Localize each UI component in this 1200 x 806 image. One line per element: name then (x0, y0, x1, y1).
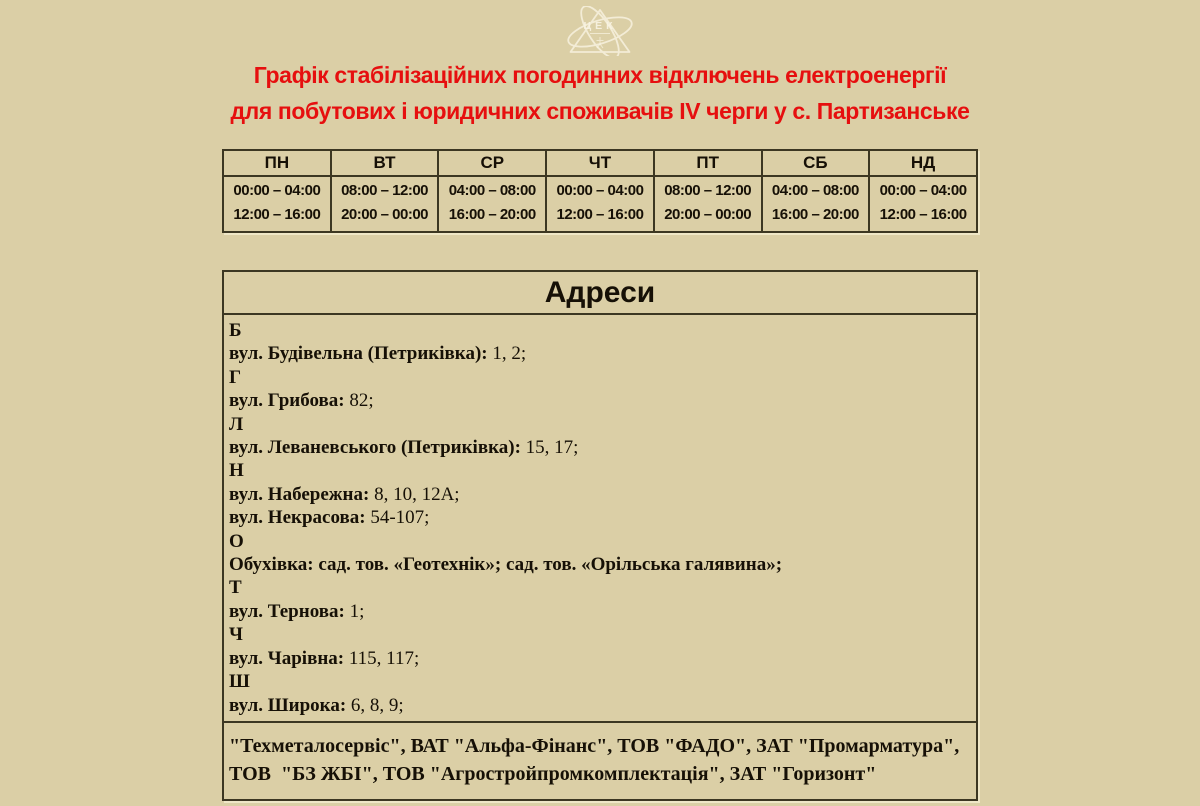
address-list (224, 315, 976, 723)
addresses-title: Адреси (224, 272, 976, 315)
title-line-2: для побутових і юридичних споживачів IV черги у с. Партизанське (230, 98, 970, 124)
letter-heading: Л (229, 413, 244, 435)
cek-logo (222, 6, 978, 56)
atom-emblem-icon (565, 6, 635, 56)
time-range: 12:00 – 16:00 (556, 206, 644, 223)
letter-heading: Б (229, 320, 242, 341)
day-header-row (223, 150, 977, 176)
companies-note (224, 723, 976, 799)
letter-heading: Т (229, 577, 242, 599)
time-range: 12:00 – 16:00 (879, 206, 967, 223)
address-line: вул. Некрасова: 54-107; (229, 507, 430, 529)
address-line: вул. Грибова: 82; (229, 390, 374, 412)
address-line: вул. Чарівна: 115, 117; (229, 647, 420, 669)
time-slot-cell (331, 176, 439, 232)
letter-heading: Ч (229, 624, 243, 646)
title-line-1: Графік стабілізаційних погодинних відключень електроенергії (253, 62, 947, 88)
day-header: ЧТ (546, 150, 654, 176)
time-slot-cell (546, 176, 654, 232)
letter-heading: Ш (229, 671, 250, 693)
addresses-section (222, 270, 978, 801)
time-slot-cell (223, 176, 331, 232)
time-range: 16:00 – 20:00 (448, 206, 536, 223)
time-slot-cell (438, 176, 546, 232)
address-line: Обухівка: сад. тов. «Геотехнік»; сад. тов. «Орільська галявина»; (229, 554, 783, 576)
companies-line-2: ТОВ "БЗ ЖБІ", ТОВ "Агростройпромкомплектація", ЗАТ "Горизонт" (229, 762, 877, 785)
letter-heading: Г (229, 366, 242, 388)
time-range: 16:00 – 20:00 (771, 206, 859, 223)
day-header: СР (438, 150, 546, 176)
day-header: ПН (223, 150, 331, 176)
time-range: 00:00 – 04:00 (233, 182, 321, 199)
time-range: 20:00 – 00:00 (664, 206, 752, 223)
time-range: 00:00 – 04:00 (879, 182, 967, 199)
time-range: 20:00 – 00:00 (341, 206, 428, 223)
companies-line-1: "Техметалосервіс", ВАТ "Альфа-Фінанс", ТОВ "ФАДО", ЗАТ "Промарматура", (229, 734, 960, 757)
outage-schedule-table (222, 149, 978, 233)
time-range: 12:00 – 16:00 (233, 206, 321, 223)
day-header: СБ (762, 150, 870, 176)
address-line: вул. Будівельна (Петриківка): 1, 2; (229, 343, 527, 365)
time-slot-cell (869, 176, 977, 232)
letter-heading: О (229, 530, 244, 552)
address-line: вул. Тернова: 1; (229, 600, 365, 622)
time-range: 04:00 – 08:00 (448, 182, 536, 199)
poster (222, 6, 978, 801)
address-line: вул. Набережна: 8, 10, 12А; (229, 483, 460, 505)
time-slot-cell (654, 176, 762, 232)
day-header: НД (869, 150, 977, 176)
time-range: 08:00 – 12:00 (664, 182, 752, 199)
time-range: 08:00 – 12:00 (341, 182, 428, 199)
day-header: ПТ (654, 150, 762, 176)
time-slot-cell (762, 176, 870, 232)
address-line: вул. Леваневського (Петриківка): 15, 17; (229, 437, 579, 459)
logo-text: ЦЕК (583, 20, 617, 32)
time-range: 00:00 – 04:00 (556, 182, 644, 199)
address-line: вул. Широка: 6, 8, 9; (229, 694, 404, 716)
letter-heading: Н (229, 460, 244, 482)
time-slots-row (223, 176, 977, 232)
time-range: 04:00 – 08:00 (771, 182, 859, 199)
day-header: ВТ (331, 150, 439, 176)
